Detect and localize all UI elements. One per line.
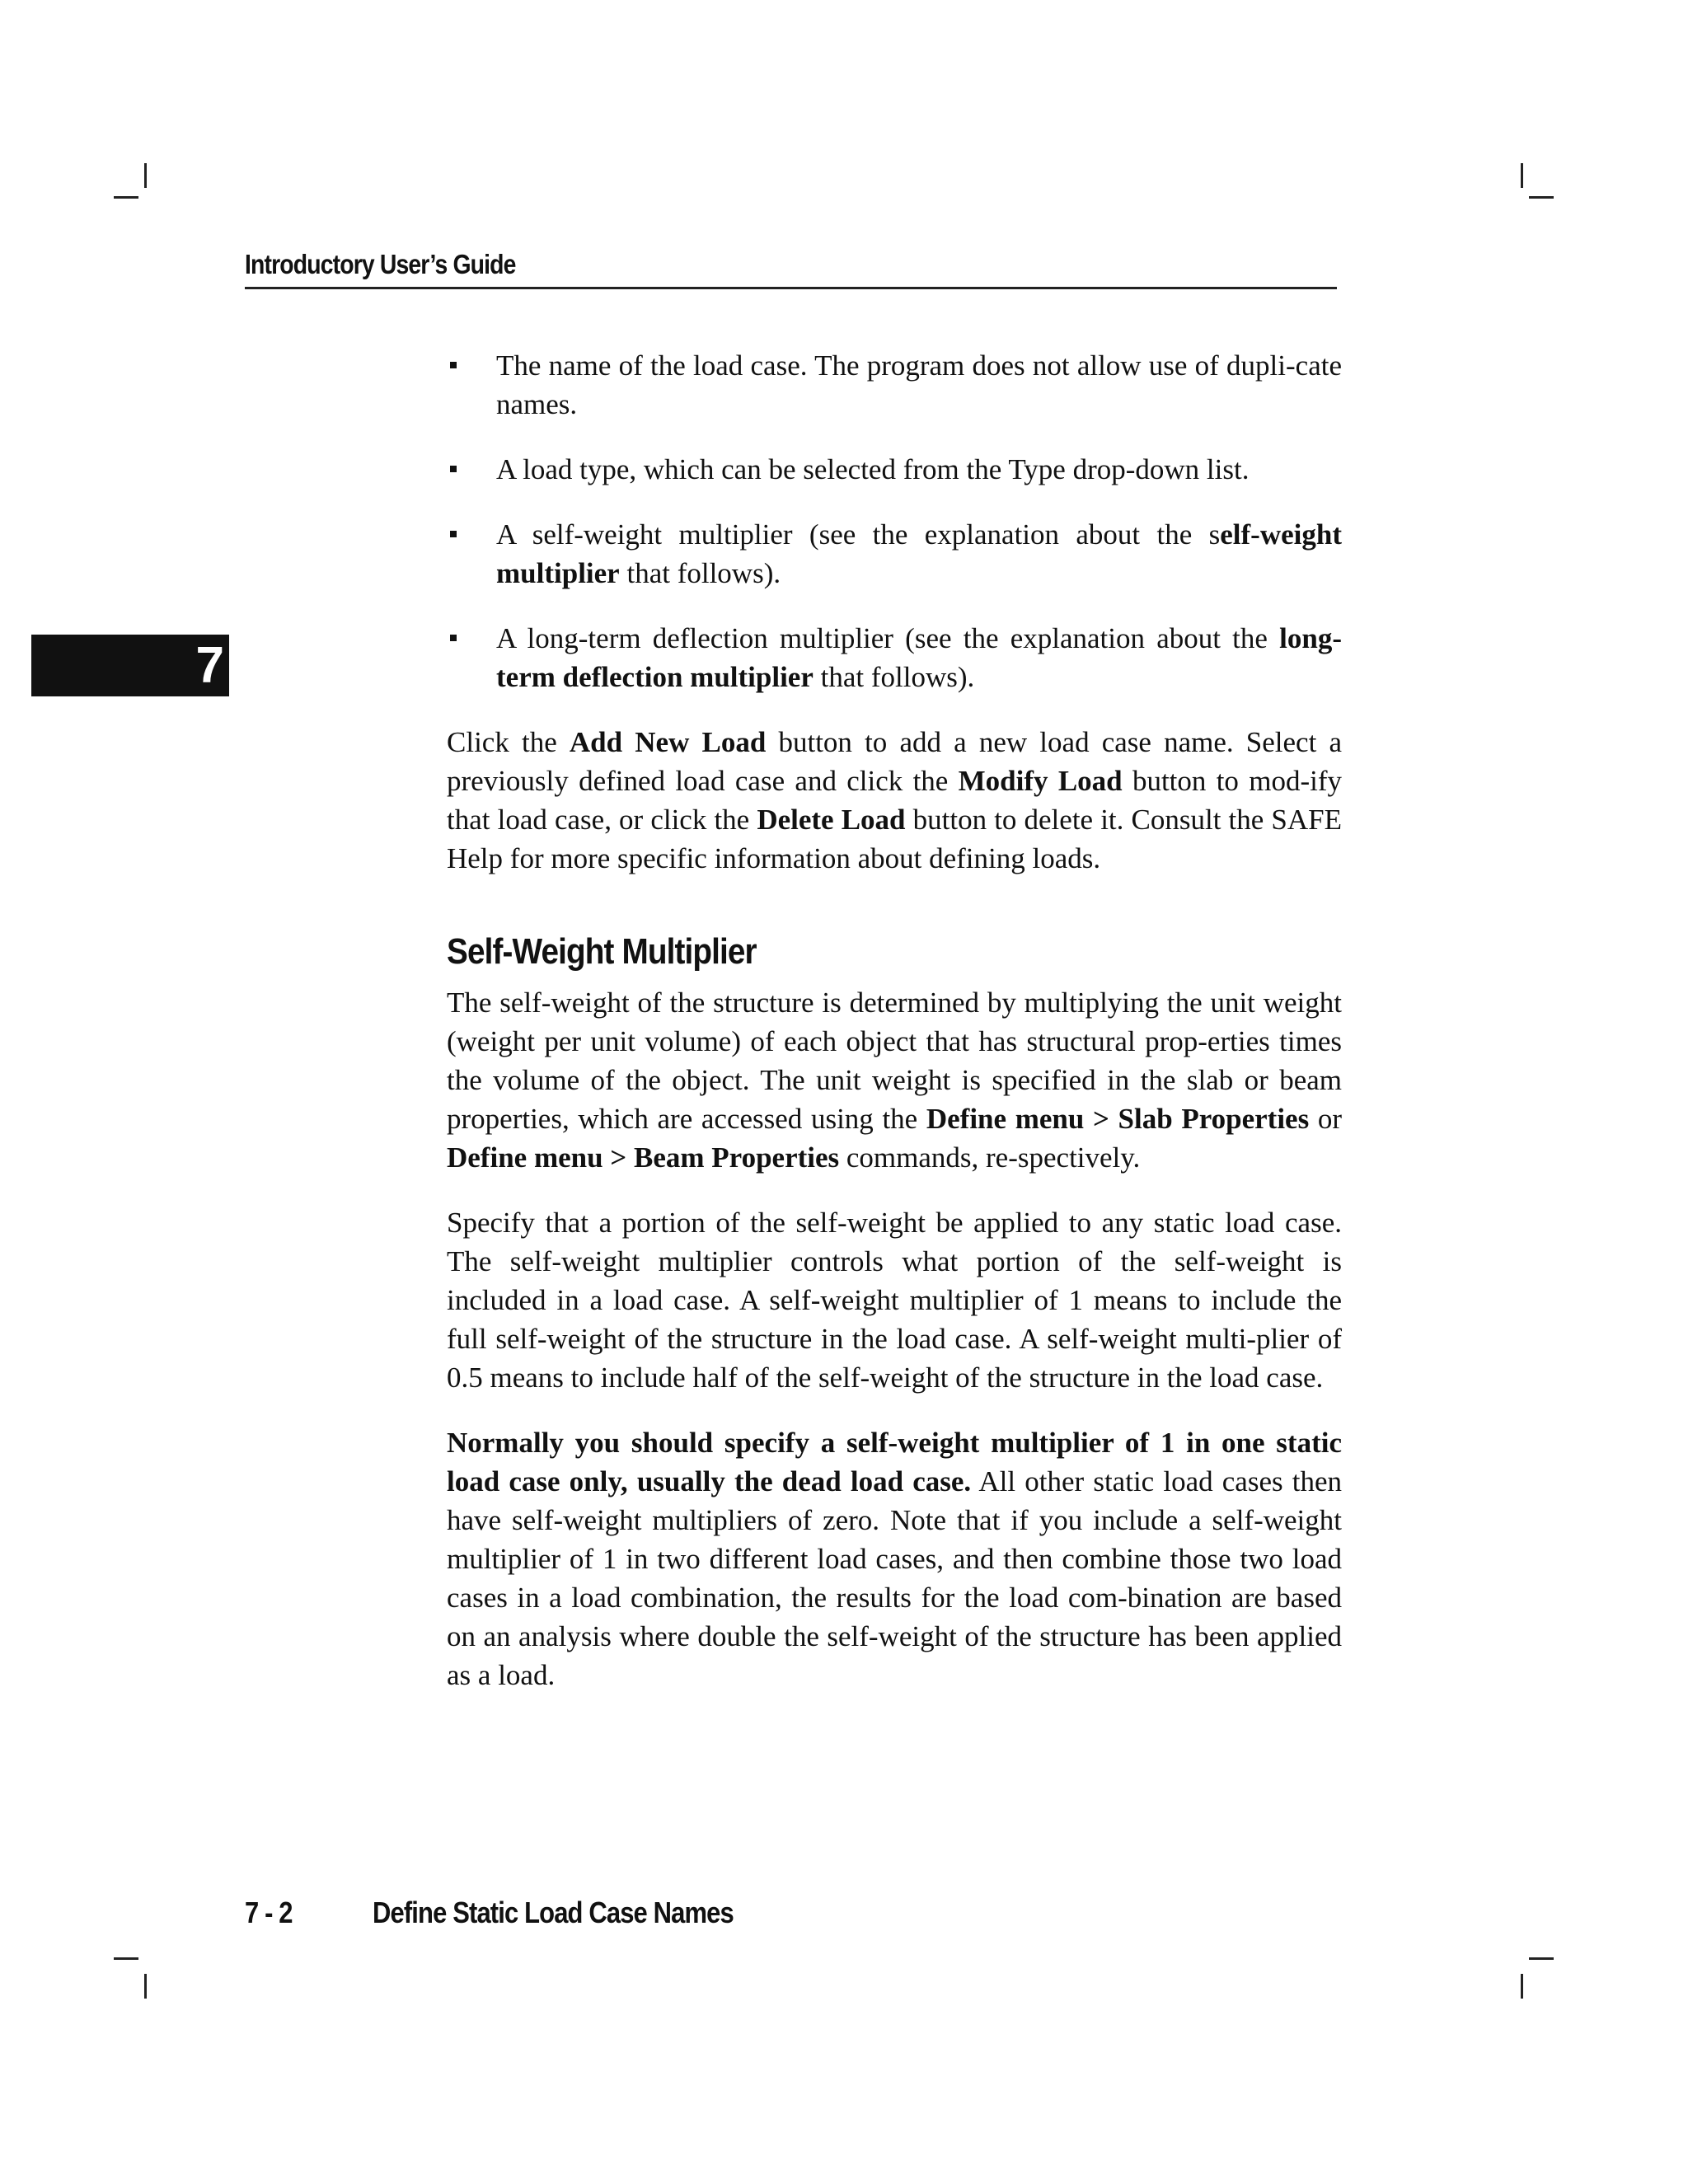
- paragraph-text: or: [1309, 1103, 1343, 1135]
- crop-mark: [144, 163, 147, 188]
- bullet-text: The name of the load case. The program does not allow use of dupli-cate names.: [496, 349, 1342, 420]
- add-new-load-term: Add New Load: [569, 726, 767, 758]
- bullet-marker: [450, 466, 457, 472]
- paragraph-text: commands, re-spectively.: [839, 1141, 1141, 1174]
- crop-mark: [1529, 196, 1554, 199]
- bullet-text-bold: elf-weight multiplier: [496, 518, 1342, 589]
- running-header: [245, 247, 1337, 289]
- paragraph-text: button to delete it. Consult the SAFE Help for more specific information about defining loads.: [447, 804, 1342, 874]
- section-paragraph: [447, 1423, 1342, 1694]
- emphasis-text: Normally you should specify a self-weight multiplier of 1 in one static load case only, usually the dead load case.: [447, 1427, 1342, 1497]
- modify-load-term: Modify Load: [958, 765, 1123, 797]
- header-title: Introductory User’s Guide: [245, 249, 516, 279]
- bullet-text: that follows).: [813, 661, 975, 693]
- paragraph-text: button to mod-ify that load case, or click the: [447, 765, 1342, 836]
- bullet-text: that follows).: [619, 557, 781, 589]
- bullet-text: A load type, which can be selected from the Type drop-down list.: [496, 453, 1250, 485]
- section-paragraph: [447, 983, 1342, 1177]
- delete-load-term: Delete Load: [757, 804, 906, 836]
- bullet-text: A long-term deflection multiplier (see the explanation about the: [496, 622, 1280, 654]
- crop-mark: [1529, 1957, 1554, 1960]
- chapter-tab: [31, 635, 229, 696]
- crop-mark: [114, 196, 138, 199]
- bullet-item: [447, 450, 1342, 489]
- bullet-item: [447, 515, 1342, 593]
- bullet-marker: [450, 362, 457, 368]
- section-paragraph: [447, 1203, 1342, 1397]
- footer-section-title: Define Static Load Case Names: [373, 1896, 734, 1929]
- crop-mark: [114, 1957, 138, 1960]
- bullet-item: [447, 346, 1342, 424]
- main-content: [447, 346, 1342, 1721]
- bullet-marker: [450, 531, 457, 537]
- crop-mark: [144, 1974, 147, 1999]
- bullet-text: A self-weight multiplier (see the explanation about the s: [496, 518, 1221, 551]
- section-heading: Self-Weight Multiplier: [447, 931, 757, 972]
- paragraph-buttons: [447, 723, 1342, 878]
- bullet-marker: [450, 635, 457, 641]
- menu-path-slab: Define menu > Slab Properties: [926, 1103, 1310, 1135]
- page-number: 7 - 2: [245, 1896, 293, 1929]
- paragraph-text: The self-weight of the structure is determined by multiplying the unit weight (weight per unit volume) of each object that has structural prop-erties times the volume of the object. The unit weight is specified in the slab or beam properties, which are accessed using the: [447, 987, 1342, 1135]
- bullet-item: [447, 619, 1342, 696]
- crop-mark: [1521, 1974, 1523, 1999]
- chapter-number: 7: [195, 637, 224, 694]
- paragraph-text: Click the: [447, 726, 570, 758]
- paragraph-text: All other static load cases then have self-weight multipliers of zero. Note that if you include a self-weight multiplier of 1 in two different load cases, and then combine those two load cases in a load combination, the results for the load com-bination are based on an analysis where double the self-weight of the structure has been applied as a load.: [447, 1465, 1343, 1691]
- menu-path-beam: Define menu > Beam Properties: [447, 1141, 840, 1174]
- paragraph-text: Specify that a portion of the self-weight be applied to any static load case. The self-weight multiplier controls what portion of the self-weight is included in a load case. A self-weight multiplier of 1 means to include the full self-weight of the structure in the load case. A self-weight multi-plier of 0.5 means to include half of the self-weight of the structure in the load case.: [447, 1207, 1342, 1394]
- bullet-text-bold: long-term deflection multiplier: [496, 622, 1342, 693]
- paragraph-text: button to add a new load case name. Select a previously defined load case and click the: [447, 726, 1342, 797]
- crop-mark: [1521, 163, 1523, 188]
- bullet-list: [447, 346, 1342, 696]
